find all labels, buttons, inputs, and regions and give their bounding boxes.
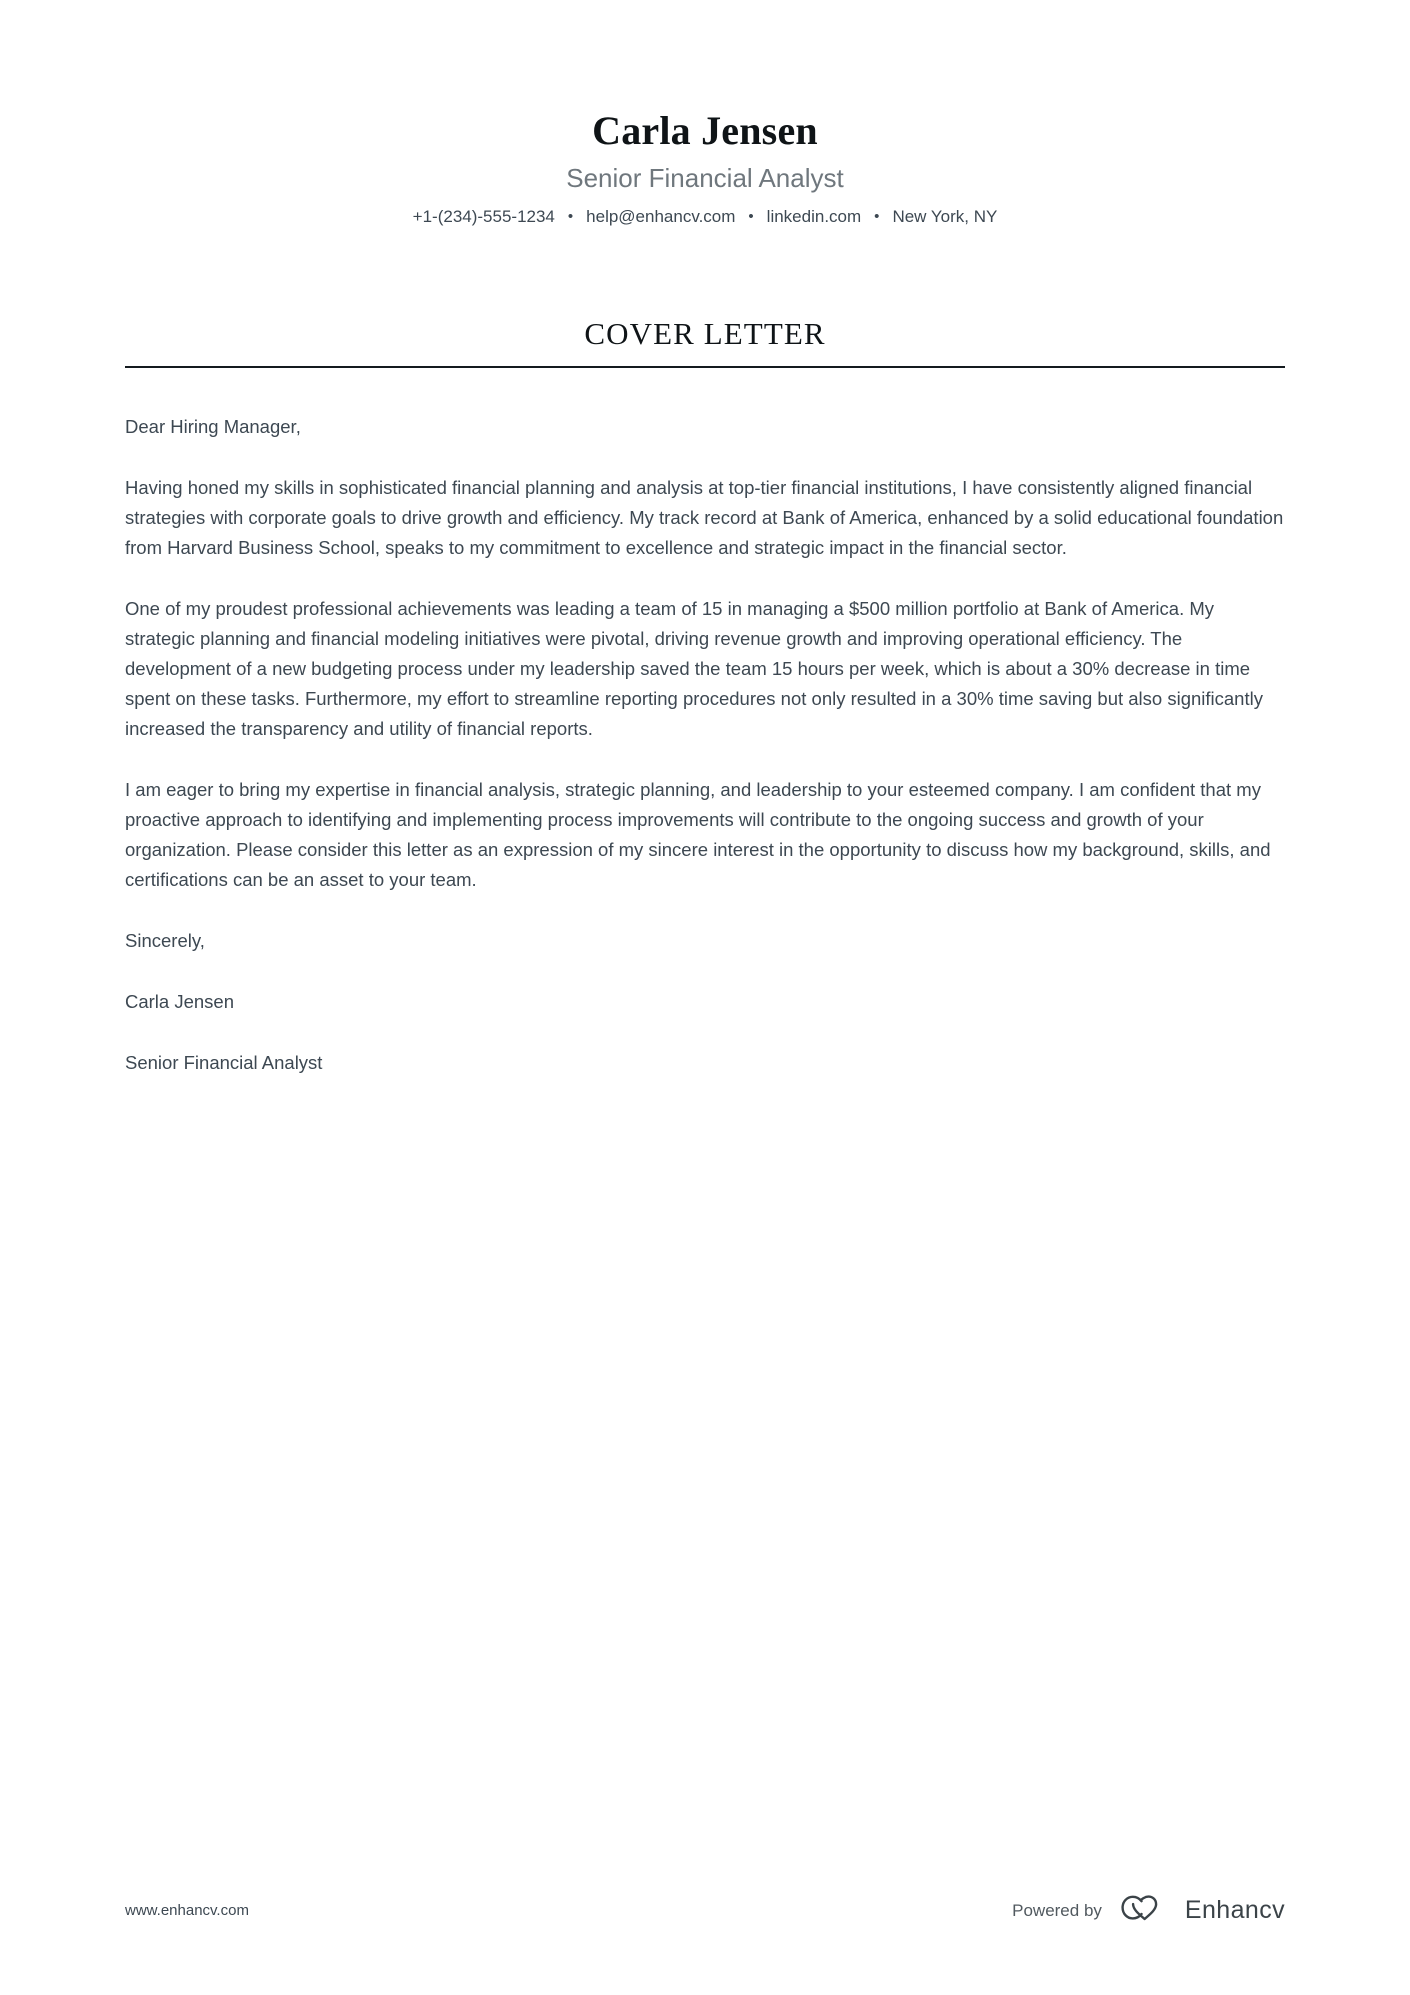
letter-salutation: Dear Hiring Manager, — [125, 416, 301, 438]
letter-signoff — [125, 926, 1285, 1078]
contact-phone: +1-(234)-555-1234 — [412, 207, 555, 227]
candidate-job-title: Senior Financial Analyst — [566, 163, 844, 193]
letter-paragraph: Having honed my skills in sophisticated financial planning and analysis at top-tier financial institutions, I have consistently aligned financial strategies with corporate goals to drive growth and efficiency. My track record at Bank of America, enhanced by a solid educational foundation from Harvard Business School, speaks to my commitment to excellence and strategic impact in the financial sector. — [125, 477, 1284, 559]
letter-closing: Sincerely, — [125, 929, 205, 951]
powered-by-block — [1012, 1894, 1285, 1927]
letter-paragraph: I am eager to bring my expertise in financial analysis, strategic planning, and leadership to your esteemed company. I am confident that my proactive approach to identifying and implementing process improvements will contribute to the ongoing success and growth of your organization. Please consider this letter as an expression of my sincere interest in the opportunity to discuss how my background, skills, and certifications can be an asset to your team. — [125, 778, 1271, 890]
letter-body — [125, 412, 1285, 1078]
enhancv-wordmark: Enhancv — [1184, 1896, 1285, 1924]
section-header — [125, 315, 1285, 368]
page-footer — [125, 1894, 1285, 1927]
contact-separator-icon: • — [567, 207, 574, 225]
letter-header — [125, 0, 1285, 229]
contact-linkedin[interactable]: linkedin.com — [766, 207, 862, 227]
enhancv-brand[interactable] — [1120, 1894, 1285, 1927]
contact-separator-icon: • — [748, 207, 754, 225]
section-title: COVER LETTER — [584, 315, 826, 351]
signature-name: Carla Jensen — [125, 990, 235, 1012]
footer-website-url[interactable]: www.enhancv.com — [125, 1902, 249, 1919]
contact-line — [125, 205, 1285, 229]
letter-paragraph: One of my proudest professional achievements was leading a team of 15 in managing a $500 million portfolio at Bank of America. My strategic planning and financial modeling initiatives were pivotal, driving revenue growth and improving operational efficiency. The development of a new budgeting process under my leadership saved the team 15 hours per week, which is about a 30% decrease in time spent on these tasks. Furthermore, my effort to streamline reporting procedures not only resulted in a 30% time saving but also significantly increased the transparency and utility of financial reports. — [125, 598, 1263, 739]
contact-location: New York, NY — [892, 207, 998, 227]
enhancv-logo-icon — [1120, 1894, 1172, 1927]
signature-title: Senior Financial Analyst — [125, 1051, 323, 1073]
powered-by-label: Powered by — [1012, 1901, 1102, 1920]
contact-email[interactable]: help@enhancv.com — [586, 207, 736, 227]
section-divider — [125, 366, 1285, 368]
candidate-name: Carla Jensen — [592, 108, 818, 153]
contact-separator-icon: • — [874, 207, 880, 225]
